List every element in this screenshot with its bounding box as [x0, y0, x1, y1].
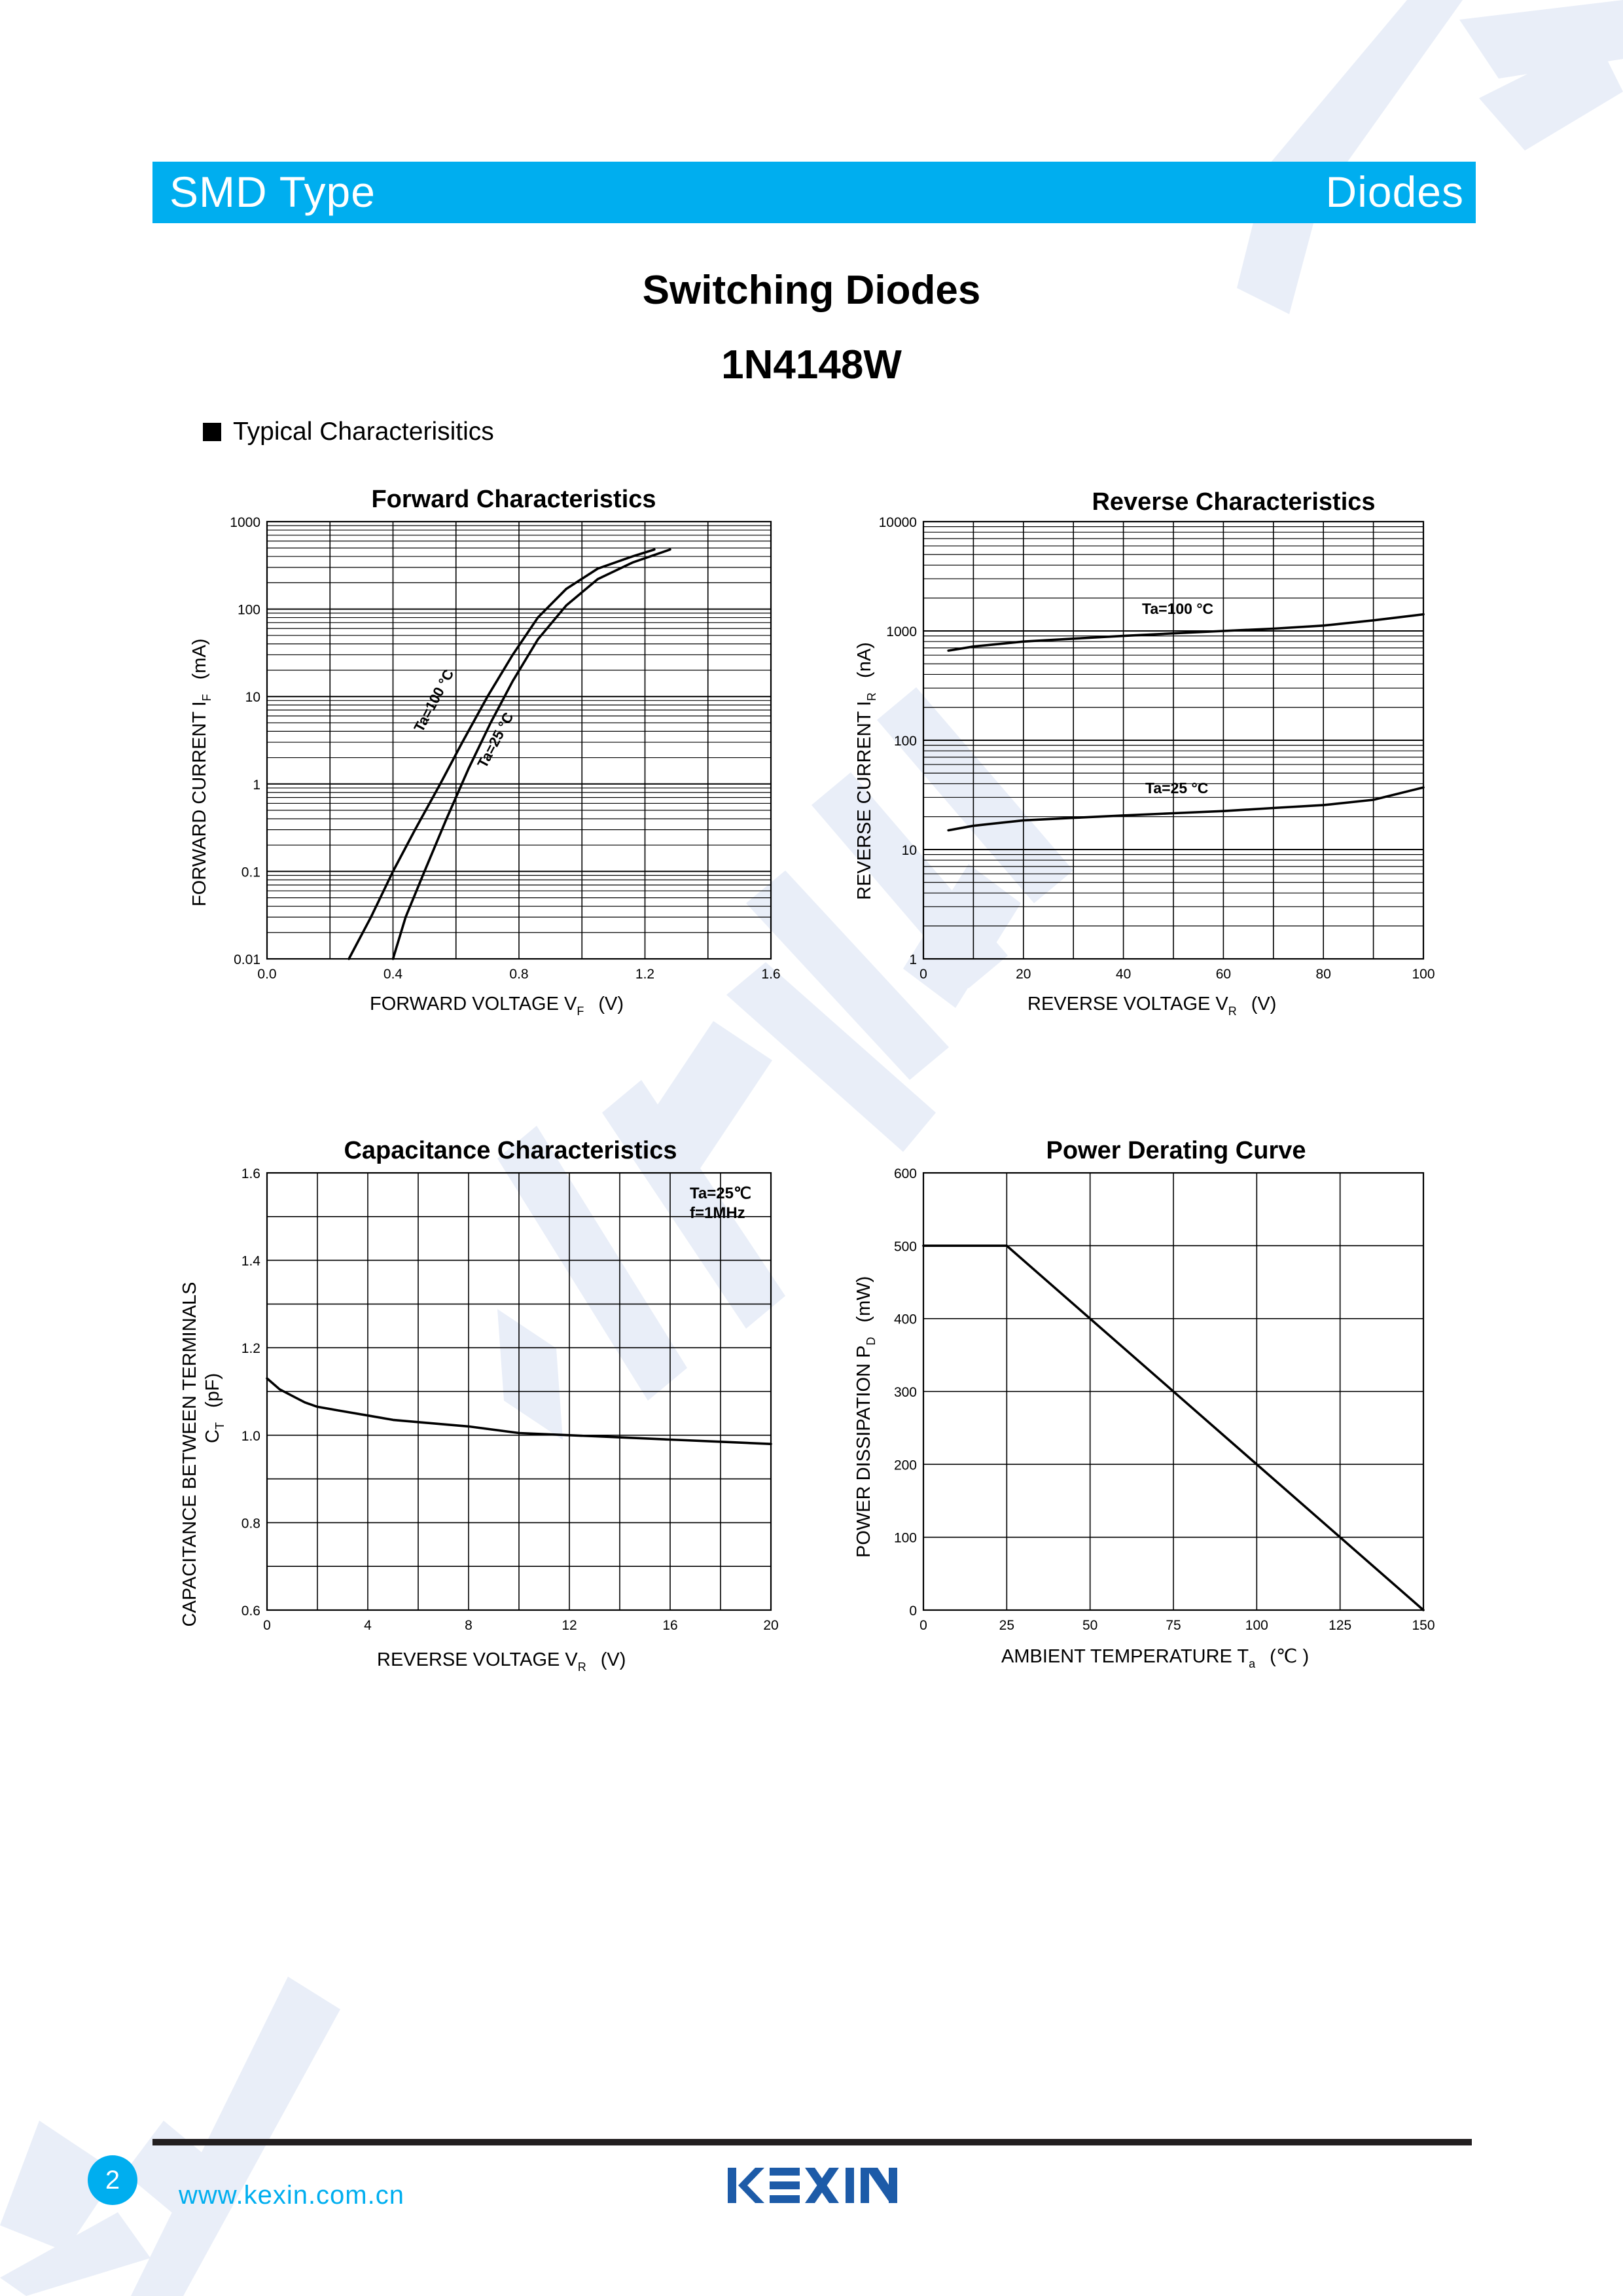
y-tick-label: 400 [893, 1312, 917, 1327]
grid [923, 522, 1423, 959]
y-tick-label: 200 [893, 1458, 917, 1473]
x-tick-label: 12 [562, 1618, 577, 1633]
part-number: 1N4148W [721, 342, 902, 387]
kexin-logo [728, 2166, 906, 2206]
y-axis-label-2-sub: T [213, 1422, 226, 1430]
series-label-ta25: Ta=25 °C [1145, 780, 1209, 797]
x-axis-label [1001, 1646, 1309, 1670]
x-ticks [257, 967, 780, 982]
grid [267, 1173, 771, 1610]
y-axis-label-2 [202, 1373, 226, 1443]
y-tick-label: 1.0 [241, 1428, 260, 1444]
x-tick-label: 0.0 [257, 967, 277, 982]
y-ticks [894, 1166, 917, 1619]
series-label-ta25: Ta=25 °C [474, 709, 517, 771]
power-derating-chart [828, 1132, 1456, 1682]
capacitance-characteristics-chart [177, 1132, 805, 1682]
x-axis-label-text: REVERSE VOLTAGE V [377, 1649, 578, 1670]
x-tick-label: 100 [1412, 967, 1435, 982]
x-tick-label: 75 [1166, 1618, 1181, 1633]
y-tick-label: 1.6 [241, 1166, 260, 1181]
header-product-type: Diodes [1325, 168, 1464, 216]
x-ticks [919, 1618, 1435, 1633]
x-axis-label-unit: (℃ ) [1270, 1646, 1310, 1667]
series-line-1 [948, 615, 1423, 651]
x-tick-label: 0 [919, 1618, 927, 1633]
grid [267, 522, 771, 959]
x-tick-label: 0.4 [383, 967, 403, 982]
annotation-temperature: Ta=25℃ [690, 1185, 751, 1202]
x-axis-label-sub: F [577, 1005, 584, 1018]
y-tick-label: 600 [893, 1166, 917, 1181]
y-axis-label-sub: D [865, 1336, 878, 1346]
y-tick-label: 0.6 [241, 1604, 260, 1619]
y-tick-label: 10 [901, 843, 917, 858]
x-axis-label-text: REVERSE VOLTAGE V [1027, 994, 1228, 1014]
website-link[interactable]: www.kexin.com.cn [179, 2181, 404, 2210]
x-tick-label: 80 [1315, 967, 1331, 982]
x-axis-label-text: FORWARD VOLTAGE V [370, 994, 577, 1014]
x-axis-label-unit: (V) [600, 1649, 626, 1670]
y-tick-label: 100 [237, 602, 260, 618]
x-tick-label: 100 [1245, 1618, 1268, 1633]
y-axis-label-sub: R [865, 692, 878, 701]
y-tick-label: 100 [893, 1530, 917, 1546]
y-tick-label: 1.2 [241, 1341, 260, 1357]
annotation-frequency: f=1MHz [690, 1204, 745, 1222]
y-ticks [230, 515, 260, 967]
y-tick-label: 100 [893, 734, 917, 749]
x-axis-label [377, 1649, 626, 1674]
series-label-ta100: Ta=100 °C [410, 666, 457, 735]
x-ticks [263, 1618, 779, 1633]
y-tick-label: 1000 [886, 624, 917, 639]
section-heading [203, 418, 494, 446]
x-tick-label: 0 [263, 1618, 271, 1633]
y-tick-label: 0.1 [241, 865, 260, 880]
x-ticks [919, 967, 1435, 982]
x-tick-label: 1.2 [635, 967, 655, 982]
x-tick-label: 25 [999, 1618, 1015, 1633]
page-number: 2 [88, 2155, 137, 2205]
y-axis-label [853, 1276, 878, 1558]
x-axis-label [370, 994, 624, 1018]
x-tick-label: 40 [1115, 967, 1132, 982]
section-label: Typical Characterisitics [233, 418, 494, 446]
y-axis-label [854, 642, 878, 900]
x-tick-label: 20 [1016, 967, 1031, 982]
x-axis-label-sub: a [1249, 1657, 1256, 1670]
y-axis-label-text: FORWARD CURRENT I [189, 701, 210, 906]
y-tick-label: 10000 [878, 515, 917, 530]
x-axis-label [1027, 994, 1276, 1018]
header-bar [152, 162, 1476, 223]
x-axis-label-unit: (V) [1251, 994, 1277, 1014]
x-tick-label: 4 [364, 1618, 372, 1633]
y-tick-label: 0 [909, 1604, 917, 1619]
y-axis-label-sub: F [200, 694, 213, 702]
y-tick-label: 1000 [230, 515, 260, 530]
document-title: Switching Diodes [642, 268, 981, 313]
bullet-square-icon [203, 423, 221, 441]
x-tick-label: 150 [1412, 1618, 1435, 1633]
y-tick-label: 0.01 [234, 952, 260, 967]
footer-rule [152, 2139, 1472, 2145]
x-tick-label: 60 [1215, 967, 1232, 982]
y-axis-label-2-unit: (pF) [202, 1372, 223, 1408]
header-category: SMD Type [169, 168, 376, 216]
y-axis-label: CAPACITANCE BETWEEN TERMINALS [179, 1282, 200, 1627]
y-axis-label-unit: (mA) [189, 638, 210, 680]
y-axis-label [189, 639, 213, 906]
y-ticks [879, 515, 917, 967]
y-axis-label-text: REVERSE CURRENT I [854, 700, 875, 900]
y-ticks [241, 1166, 261, 1619]
y-tick-label: 500 [893, 1239, 917, 1255]
x-tick-label: 0.8 [509, 967, 529, 982]
forward-characteristics-chart [177, 481, 805, 1018]
y-axis-label-2-text: C [202, 1429, 223, 1443]
y-axis-label-unit: (mW) [853, 1276, 874, 1323]
chart-title: Reverse Characteristics [1092, 488, 1376, 516]
y-tick-label: 1 [909, 952, 917, 967]
y-tick-label: 1.4 [241, 1253, 260, 1269]
chart-title: Forward Characteristics [371, 486, 656, 513]
reverse-characteristics-chart [828, 481, 1456, 1018]
chart-title: Power Derating Curve [1046, 1137, 1306, 1164]
y-tick-label: 10 [245, 690, 260, 706]
chart-title: Capacitance Characteristics [344, 1137, 677, 1164]
y-axis-label-text: POWER DISSIPATION P [853, 1345, 874, 1558]
y-tick-label: 1 [253, 777, 260, 793]
x-tick-label: 125 [1329, 1618, 1352, 1633]
series-lines [948, 615, 1423, 831]
x-tick-label: 50 [1082, 1618, 1098, 1633]
x-tick-label: 0 [919, 967, 927, 982]
x-axis-label-unit: (V) [598, 994, 624, 1014]
x-axis-label-sub: R [577, 1660, 586, 1674]
y-tick-label: 300 [893, 1385, 917, 1400]
y-tick-label: 0.8 [241, 1516, 260, 1532]
series-label-ta100: Ta=100 °C [1142, 600, 1214, 617]
x-tick-label: 1.6 [761, 967, 781, 982]
x-axis-label-sub: R [1228, 1005, 1237, 1018]
y-axis-label-unit: (nA) [854, 642, 875, 678]
x-tick-label: 16 [662, 1618, 678, 1633]
x-tick-label: 20 [763, 1618, 779, 1633]
x-axis-label-text: AMBIENT TEMPERATURE T [1001, 1646, 1249, 1667]
x-tick-label: 8 [465, 1618, 473, 1633]
